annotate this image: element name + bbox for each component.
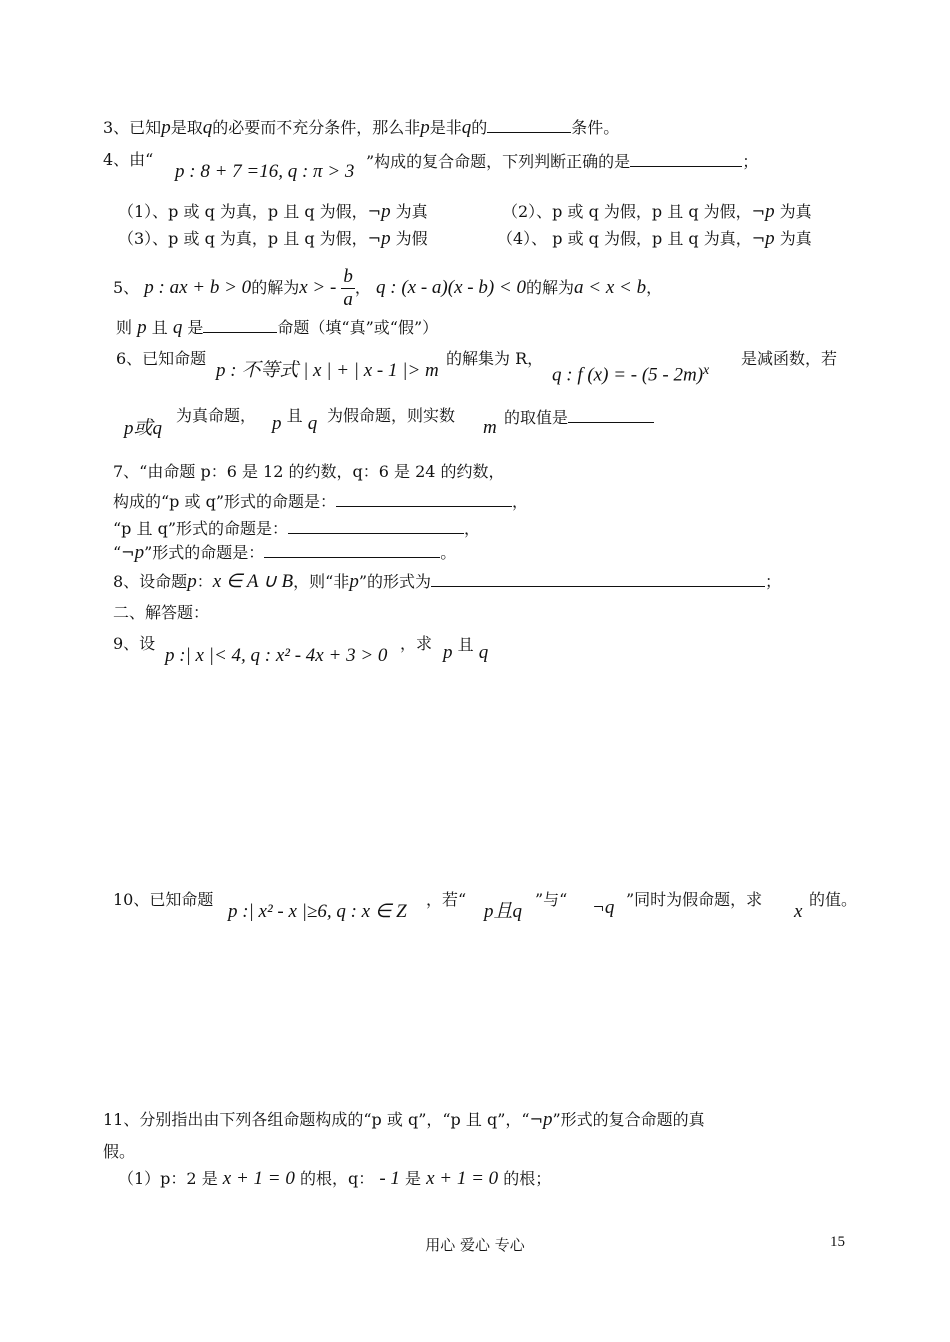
fraction: $\frac{b}{a}$ — [343, 266, 353, 310]
question-11-line-2: 假。 — [103, 1142, 136, 1161]
question-4: 4、由“ — [103, 150, 154, 169]
question-6-math-q: q : f (x) = - (5 - 2m)$^x$ — [552, 363, 710, 386]
answer-blank[interactable] — [336, 490, 512, 507]
question-6-text: 的解集为 R， — [446, 349, 544, 368]
question-9: 9、设 — [113, 634, 156, 653]
answer-blank[interactable] — [568, 406, 654, 423]
question-6-line-2: p或q — [124, 418, 163, 439]
question-4-math: p : 8 + 7 =16, q : π > 3 — [175, 161, 355, 182]
question-6-line-2d: 为假命题，则实数 — [327, 406, 456, 425]
question-10-text-2: ”与“ — [535, 890, 568, 909]
question-5: 5、 p : ax + b > 0的解为x > - $\frac{b}{a}$ ， q : (x - a)(x - b) < 0的解为a < x < b， — [113, 266, 663, 310]
question-6: 6、已知命题 — [116, 349, 207, 368]
question-9-math: p :| x |< 4, q : x² - 4x + 3 > 0 — [165, 645, 388, 666]
question-6-line-2f: 的取值是 — [504, 406, 654, 428]
question-4-option-1: （1）、p 或 q 为真，p 且 q 为假，¬p 为真 — [118, 201, 428, 222]
question-6-math-p: p : 不等式 | x | + | x - 1 |> m — [216, 360, 439, 381]
question-8: 8、设命题p：x ∈ A ∪ B，则“非p”的形式为 ； — [113, 571, 782, 592]
question-6-line-2e: m — [483, 417, 497, 438]
question-10: 10、已知命题 — [113, 890, 214, 909]
question-10-x: x — [794, 901, 803, 922]
question-11-part-1: （1）p：2 是 x + 1 = 0 的根，q： - 1 是 x + 1 = 0 的根； — [118, 1168, 552, 1189]
question-4-text: ”构成的复合命题，下列判断正确的是 ； — [366, 152, 759, 171]
question-7-or: 构成的“p 或 q”形式的命题是： ， — [113, 492, 529, 511]
page-number: 15 — [830, 1234, 845, 1250]
question-4-option-2: （2）、p 或 q 为假，p 且 q 为假，¬p 为真 — [502, 201, 812, 222]
answer-blank[interactable] — [431, 570, 765, 587]
question-4-option-4: （4）、 p 或 q 为假，p 且 q 为真，¬p 为真 — [497, 228, 812, 249]
question-10-text: ，若“ — [426, 890, 467, 909]
question-7-not: “¬p”形式的命题是： 。 — [113, 542, 457, 563]
question-9-tail-math: p 且 q — [443, 635, 489, 663]
question-10-pandq: p且q — [484, 901, 523, 922]
section-heading: 二、解答题： — [113, 603, 210, 622]
question-4-option-3: （3）、p 或 q 为真，p 且 q 为假，¬p 为假 — [118, 228, 428, 249]
question-10-math: p :| x² - x |≥6, q : x ∈ Z — [228, 901, 407, 922]
answer-blank[interactable] — [487, 116, 571, 133]
answer-blank[interactable] — [203, 316, 277, 333]
answer-blank[interactable] — [288, 517, 464, 534]
question-7-and: “p 且 q”形式的命题是： ， — [113, 519, 481, 538]
question-3: 3、已知p是取q的必要而不充分条件，那么非p是非q的 条件。 — [103, 117, 620, 138]
page-footer: 用心 爱心 专心 — [425, 1236, 525, 1254]
question-10-notq: ¬q — [592, 897, 615, 918]
question-6-line-2b: 为真命题， — [176, 406, 257, 425]
question-10-text-4: 的值。 — [809, 890, 858, 909]
question-9-tail: ，求 — [400, 634, 433, 653]
question-5-line-2: 则 p 且 q 是 命题（填“真”或“假”） — [116, 317, 439, 338]
question-11: 11、分别指出由下列各组命题构成的“p 或 q”，“p 且 q”，“¬p”形式的复合命题的真 — [103, 1109, 705, 1130]
question-6-line-2c: p 且 q — [272, 406, 318, 434]
answer-blank[interactable] — [264, 541, 440, 558]
question-10-text-3: ”同时为假命题，求 — [626, 890, 763, 909]
question-7: 7、“由命题 p：6 是 12 的约数，q：6 是 24 的约数， — [113, 462, 505, 481]
question-6-tail: 是减函数，若 — [741, 349, 838, 368]
answer-blank[interactable] — [630, 150, 742, 167]
